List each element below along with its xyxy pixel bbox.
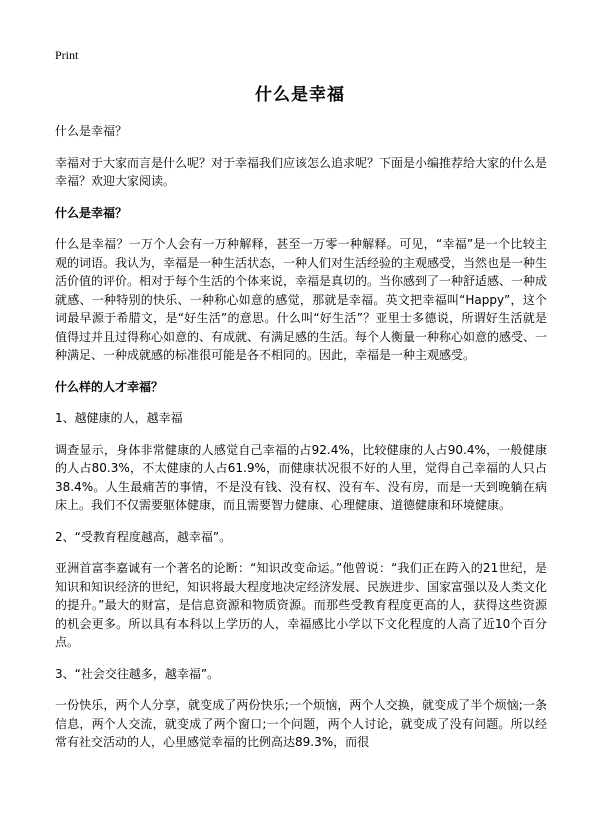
point-body-education: 亚洲首富李嘉诚有一个著名的论断：“知识改变命运。”他曾说：“我们正在跨入的21世纪，是知识和知识经济的世纪，知识将最大程度地决定经济发展、民族进步、国家富强以及人类文化的提升。”最大的财富，是信息资源和物质资源。而那些受教育程度更高的人，获得这些资源的机会更多。所以具有本科以上学历的人，幸福感比小学以下文化程度的人高了近10个百分点。 [55,561,548,649]
page-title: 什么是幸福 [255,85,345,105]
point-title-health: 1、越健康的人，越幸福 [55,411,183,425]
article-body [55,122,547,765]
point-body-health: 调查显示，身体非常健康的人感觉自己幸福的占92.4%，比较健康的人占90.4%，一般健康的人占80.3%，不太健康的人占61.9%，而健康状况很不好的人里，觉得自己幸福的人只占38.4%。人生最痛苦的事情，不是没有钱、没有权、没有车、没有房，而是一天到晚躺在病床上。我们不仅需要躯体健康，而且需要智力健康、心理健康、道德健康和环境健康。 [55,442,547,512]
section-paragraph-definition: 什么是幸福？一万个人会有一万种解释，甚至一万零一种解释。可见，“幸福”是一个比较主观的词语。我认为，幸福是一种生活状态，一种人们对生活经验的主观感受，当然也是一种生活价值的评价。相对于每个生活的个体来说，幸福是真切的。当你感到了一种舒适感、一种成就感、一种特别的快乐、一种称心如意的感觉，那就是幸福。英文把幸福叫“Happy”，这个词最早源于希腊文，是“好生活”的意思。什么叫“好生活”？亚里士多德说，所谓好生活就是值得过并且过得称心如意的、有成就、有满足感的生活。每个人衡量一种称心如意的感受、一种满足、一种成就感的标准很可能是各不相同的。因此，幸福是一种主观感受。 [55,237,548,362]
point-body-social: 一份快乐，两个人分享，就变成了两份快乐;一个烦恼，两个人交换，就变成了半个烦恼;一条信息，两个人交流，就变成了两个窗口;一个问题，两个人讨论，就变成了没有问题。所以经常有社交活动的人，心里感觉幸福的比例高达89.3%，而很 [55,698,547,749]
section-heading-what-is-happiness: 什么是幸福？ [55,205,128,220]
point-title-social: 3、“社会交往越多，越幸福”。 [55,666,220,681]
print-link[interactable]: Print [55,48,79,62]
intro-paragraph: 幸福对于大家而言是什么呢？对于幸福我们应该怎么追求呢？下面是小编推荐给大家的什么是幸福？欢迎大家阅读。 [55,155,548,188]
section-heading-who-is-happy: 什么样的人才幸福？ [55,379,164,394]
point-title-education: 2、“受教育程度越高，越幸福”。 [55,529,232,544]
lead-question: 什么是幸福？ [55,124,128,138]
